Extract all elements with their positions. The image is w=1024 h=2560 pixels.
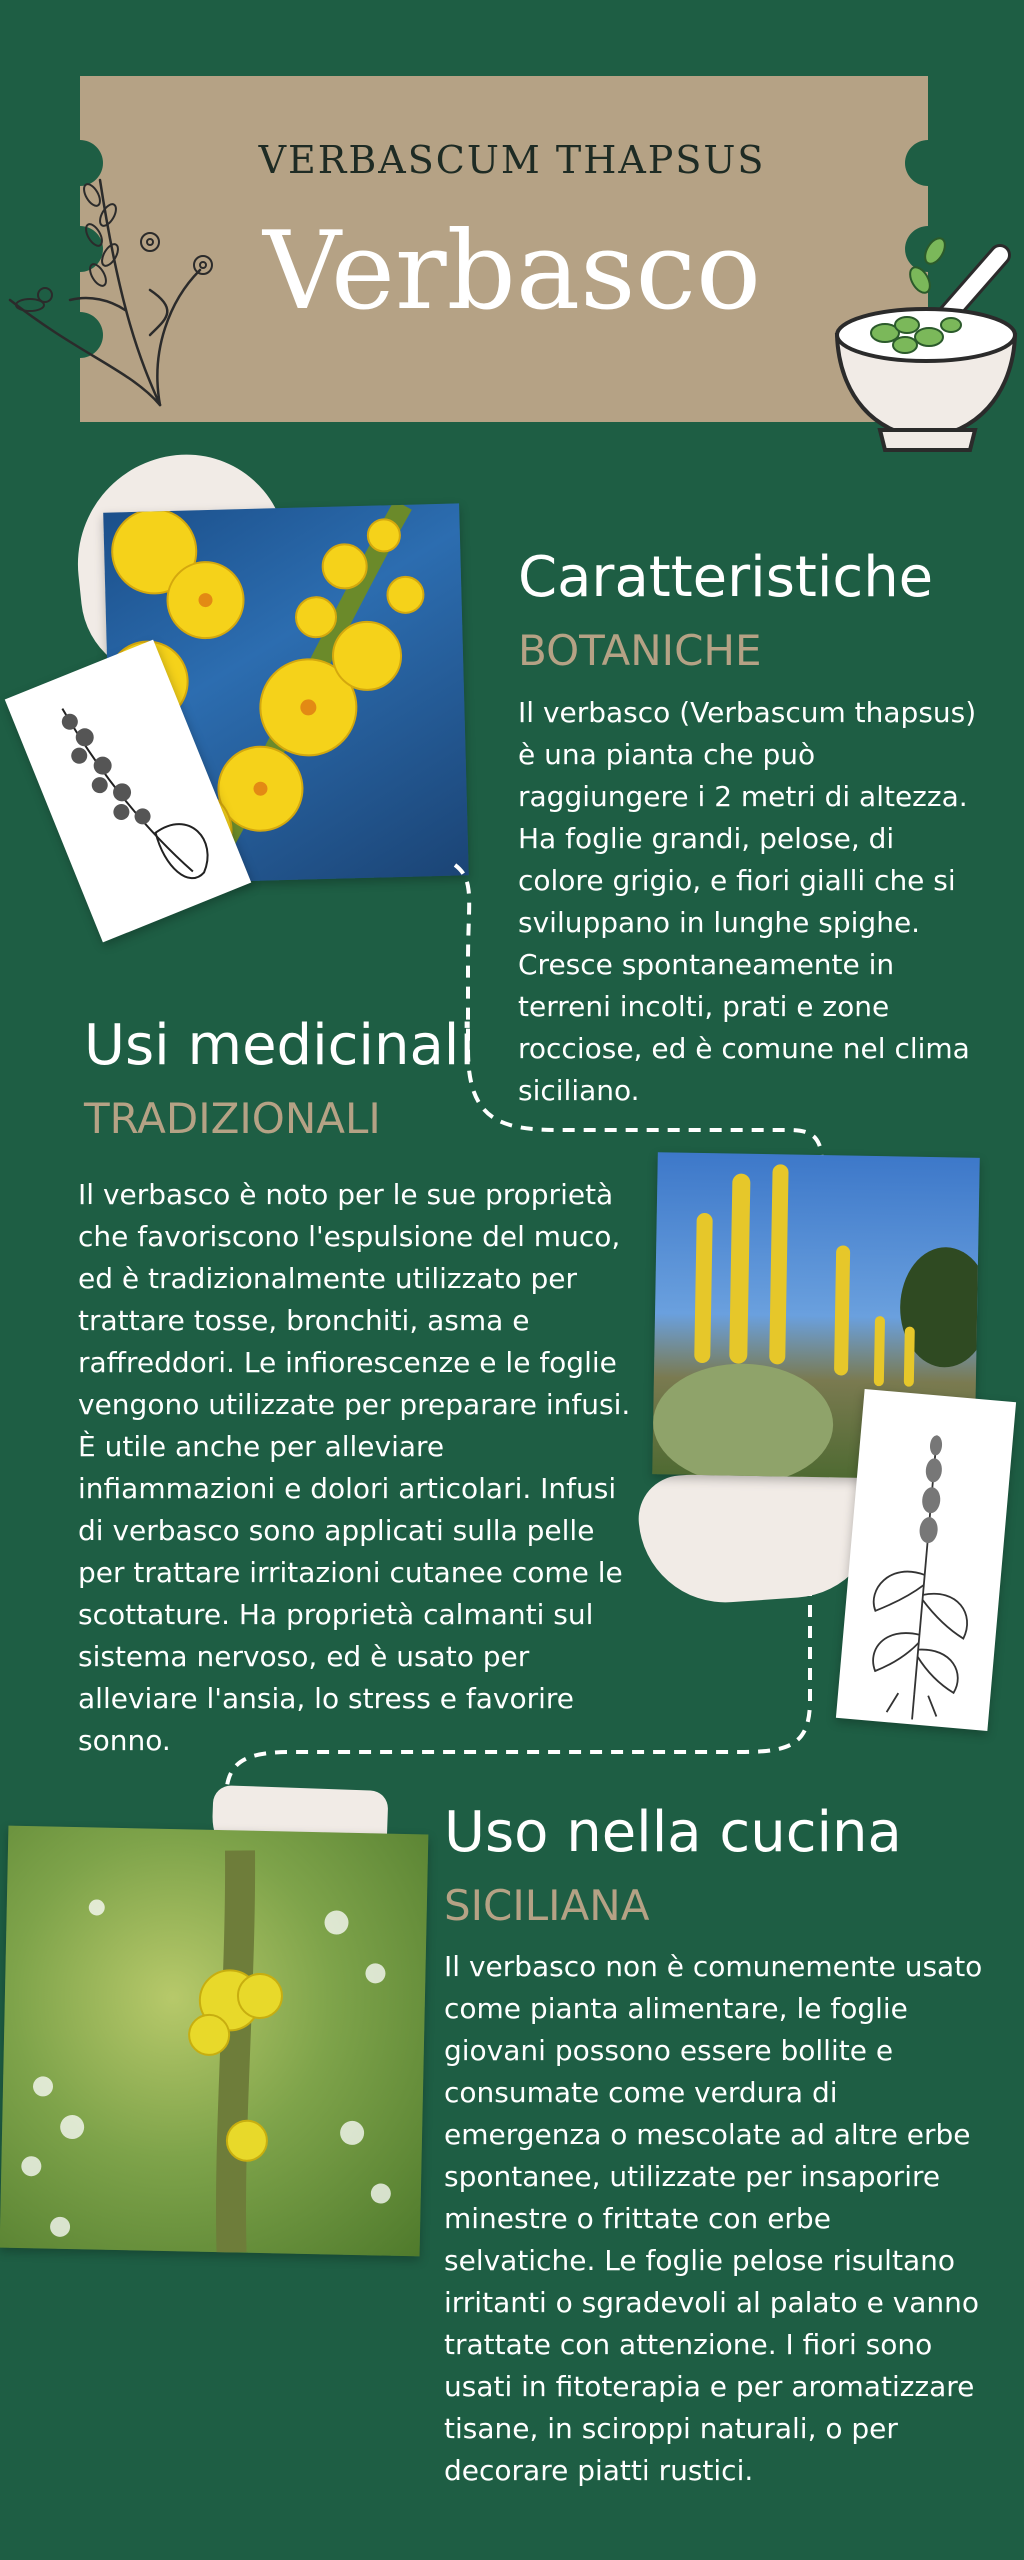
mortar-pestle-icon [825, 225, 1024, 455]
section-botanical-title: Caratteristiche [518, 545, 934, 610]
section-cuisine-subtitle: SICILIANA [444, 1881, 650, 1930]
mullein-plant-illustration [836, 1389, 1016, 1731]
section-medicinal-title: Usi medicinali [84, 1013, 475, 1078]
section-botanical-text: Il verbasco (Verbascum thapsus) è una pianta che può raggiungere i 2 metri di altezza. Ha foglie grandi, pelose, di colore grigio, e fiori gialli che si sviluppano in lunghe spighe. Cresce spontaneamente in terreni incolti, prati e zone rocciose, ed è comune nel clima siciliano. [518, 696, 977, 1107]
species-name: VERBASCUM THAPSUS [258, 138, 766, 182]
mullein-spike-photo [0, 1826, 428, 2257]
section-cuisine-title: Uso nella cucina [444, 1800, 902, 1865]
section-botanical-subtitle: BOTANICHE [518, 626, 762, 675]
section-cuisine-text: Il verbasco non è comunemente usato come pianta alimentare, le foglie giovani possono essere bollite e consumate come verdura di emergenza o mescolate ad altre erbe spontanee, utilizzate per insaporire minestre o frittate con erbe selvatiche. Le foglie pelose risultano irritanti o sgradevoli al palato e vanno trattate con attenzione. I fiori sono usati in fitoterapia e per aromatizzare tisane, in sciroppi naturali, o per decorare piatti rustici. [444, 1950, 983, 2487]
common-name-title: Verbasco [262, 209, 762, 334]
section-medicinal-text: Il verbasco è noto per le sue proprietà che favoriscono l'espulsione del muco, ed è tradizionalmente utilizzato per trattare tosse, bronchiti, asma e raffreddori. Le infiorescenze e le foglie vengono utilizzate per preparare infusi. È utile anche per alleviare infiammazioni e dolori articolari. Infusi di verbasco sono applicati sulla pelle per trattare irritazioni cutanee come le scottature. Ha proprietà calmanti sul sistema nervoso, ed è usato per alleviare l'ansia, lo stress e favorire sonno. [78, 1178, 631, 1757]
section-medicinal-subtitle: TRADIZIONALI [84, 1094, 381, 1143]
wildflower-sketch-icon [0, 160, 230, 420]
